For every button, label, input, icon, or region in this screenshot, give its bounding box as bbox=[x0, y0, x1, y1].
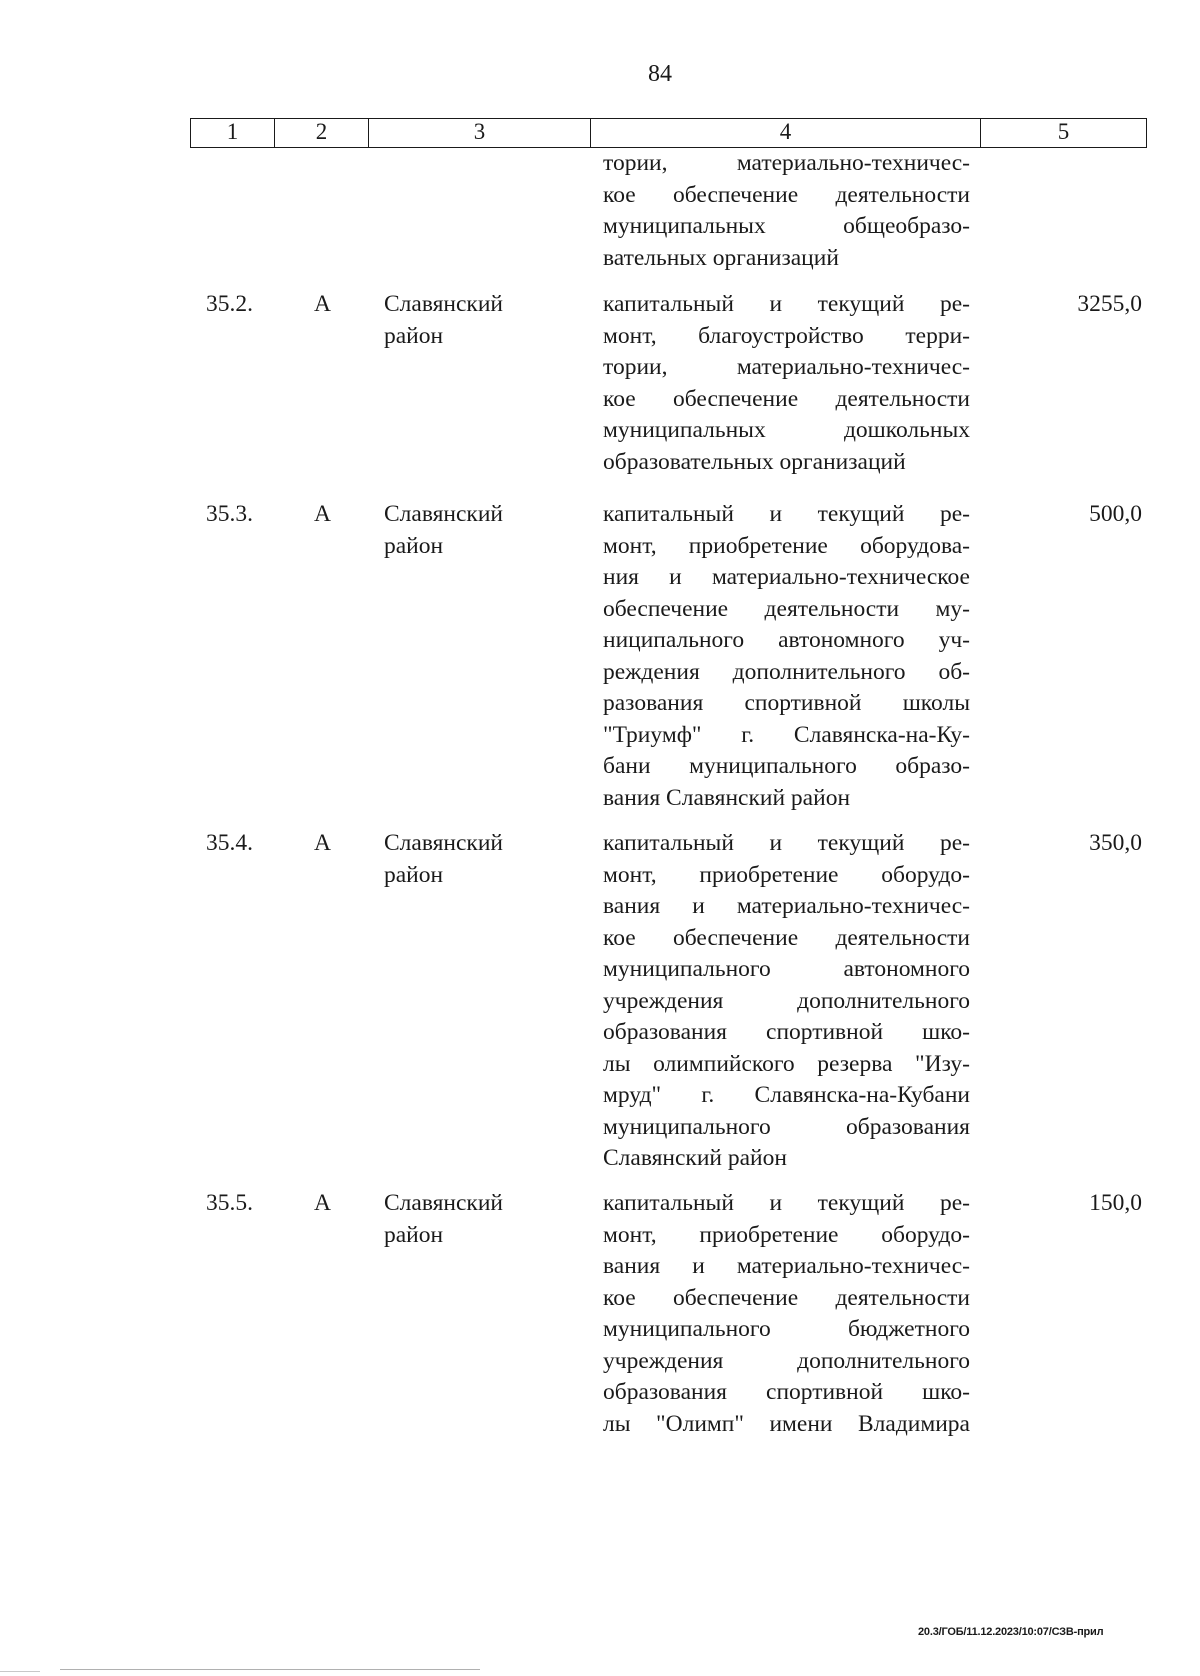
scan-edge-line bbox=[60, 1669, 480, 1670]
row-number: 35.4. bbox=[206, 830, 253, 856]
row-number: 35.3. bbox=[206, 501, 253, 527]
document-code: 20.3/ГОБ/11.12.2023/10:07/СЗВ-прил bbox=[918, 1626, 1104, 1638]
desc-line: монт, приобретение оборудова- bbox=[603, 532, 970, 559]
table-header bbox=[190, 118, 1147, 148]
desc-line: тории, материально-техничес- bbox=[603, 354, 970, 380]
desc-line: монт, благоустройство терри- bbox=[603, 322, 970, 349]
desc-line: муниципальных общеобразо- bbox=[603, 213, 970, 239]
desc-line: кое обеспечение деятельности bbox=[603, 181, 970, 208]
page-number: 84 bbox=[648, 61, 672, 87]
desc-line: образования спортивной шко- bbox=[603, 1019, 970, 1045]
row-description bbox=[603, 499, 970, 814]
header-col-2: 2 bbox=[275, 119, 369, 147]
desc-line: капитальный и текущий ре- bbox=[603, 291, 970, 317]
desc-line: ния и материально-техническое bbox=[603, 564, 970, 590]
desc-line: муниципального образования bbox=[603, 1113, 970, 1140]
desc-line: капитальный и текущий ре- bbox=[603, 501, 970, 527]
municipality-line: район bbox=[384, 1221, 444, 1248]
row-category: А bbox=[314, 830, 331, 856]
desc-line: тории, материально-техничес- bbox=[603, 150, 970, 176]
header-col-3: 3 bbox=[369, 119, 591, 147]
row-municipality bbox=[384, 1188, 544, 1251]
row-municipality bbox=[384, 289, 544, 352]
continuation-description bbox=[603, 148, 970, 274]
desc-line: Славянский район bbox=[603, 1145, 787, 1171]
row-amount: 150,0 bbox=[1089, 1190, 1142, 1216]
row-number: 35.2. bbox=[206, 291, 253, 317]
desc-line: "Триумф" г. Славянска-на-Ку- bbox=[603, 721, 970, 748]
desc-line: образования спортивной шко- bbox=[603, 1379, 970, 1405]
desc-line: муниципального бюджетного bbox=[603, 1316, 970, 1342]
municipality-line: Славянский bbox=[384, 291, 504, 317]
desc-line: вания и материально-техничес- bbox=[603, 1253, 970, 1279]
desc-line: реждения дополнительного об- bbox=[603, 658, 970, 685]
row-number: 35.5. bbox=[206, 1190, 253, 1216]
desc-line: бани муниципального образо- bbox=[603, 753, 970, 779]
desc-line: разования спортивной школы bbox=[603, 690, 970, 716]
desc-line: лы "Олимп" имени Владимира bbox=[603, 1410, 970, 1437]
municipality-line: район bbox=[384, 861, 444, 888]
row-category: А bbox=[314, 501, 331, 527]
desc-line: обеспечение деятельности му- bbox=[603, 595, 970, 622]
desc-line: вания Славянский район bbox=[603, 784, 851, 811]
municipality-line: Славянский bbox=[384, 830, 504, 856]
desc-line: учреждения дополнительного bbox=[603, 987, 970, 1014]
desc-line: образовательных организаций bbox=[603, 448, 906, 475]
header-col-1: 1 bbox=[191, 119, 275, 147]
row-category: А bbox=[314, 1190, 331, 1216]
desc-line: капитальный и текущий ре- bbox=[603, 1190, 970, 1216]
desc-line: муниципального автономного bbox=[603, 956, 970, 982]
row-amount: 500,0 bbox=[1089, 501, 1142, 527]
desc-line: лы олимпийского резерва "Изу- bbox=[603, 1050, 970, 1077]
row-municipality bbox=[384, 499, 544, 562]
desc-line: кое обеспечение деятельности bbox=[603, 1284, 970, 1311]
municipality-line: Славянский bbox=[384, 1190, 504, 1216]
desc-line: вательных организаций bbox=[603, 244, 839, 271]
desc-line: кое обеспечение деятельности bbox=[603, 924, 970, 951]
row-description bbox=[603, 828, 970, 1175]
row-description bbox=[603, 1188, 970, 1440]
scan-edge-line bbox=[0, 1671, 40, 1672]
row-municipality bbox=[384, 828, 544, 891]
desc-line: учреждения дополнительного bbox=[603, 1347, 970, 1374]
municipality-line: район bbox=[384, 532, 444, 559]
row-category: А bbox=[314, 291, 331, 317]
desc-line: муниципальных дошкольных bbox=[603, 417, 970, 443]
row-amount: 350,0 bbox=[1089, 830, 1142, 856]
row-description bbox=[603, 289, 970, 478]
header-col-5: 5 bbox=[1057, 119, 1070, 144]
desc-line: капитальный и текущий ре- bbox=[603, 830, 970, 856]
desc-line: мруд" г. Славянска-на-Кубани bbox=[603, 1082, 970, 1108]
desc-line: монт, приобретение оборудо- bbox=[603, 861, 970, 888]
header-col-4: 4 bbox=[591, 119, 981, 147]
desc-line: вания и материально-техничес- bbox=[603, 893, 970, 919]
municipality-line: район bbox=[384, 322, 444, 349]
row-amount: 3255,0 bbox=[1077, 291, 1142, 317]
municipality-line: Славянский bbox=[384, 501, 504, 527]
desc-line: кое обеспечение деятельности bbox=[603, 385, 970, 412]
desc-line: ниципального автономного уч- bbox=[603, 627, 970, 653]
desc-line: монт, приобретение оборудо- bbox=[603, 1221, 970, 1248]
